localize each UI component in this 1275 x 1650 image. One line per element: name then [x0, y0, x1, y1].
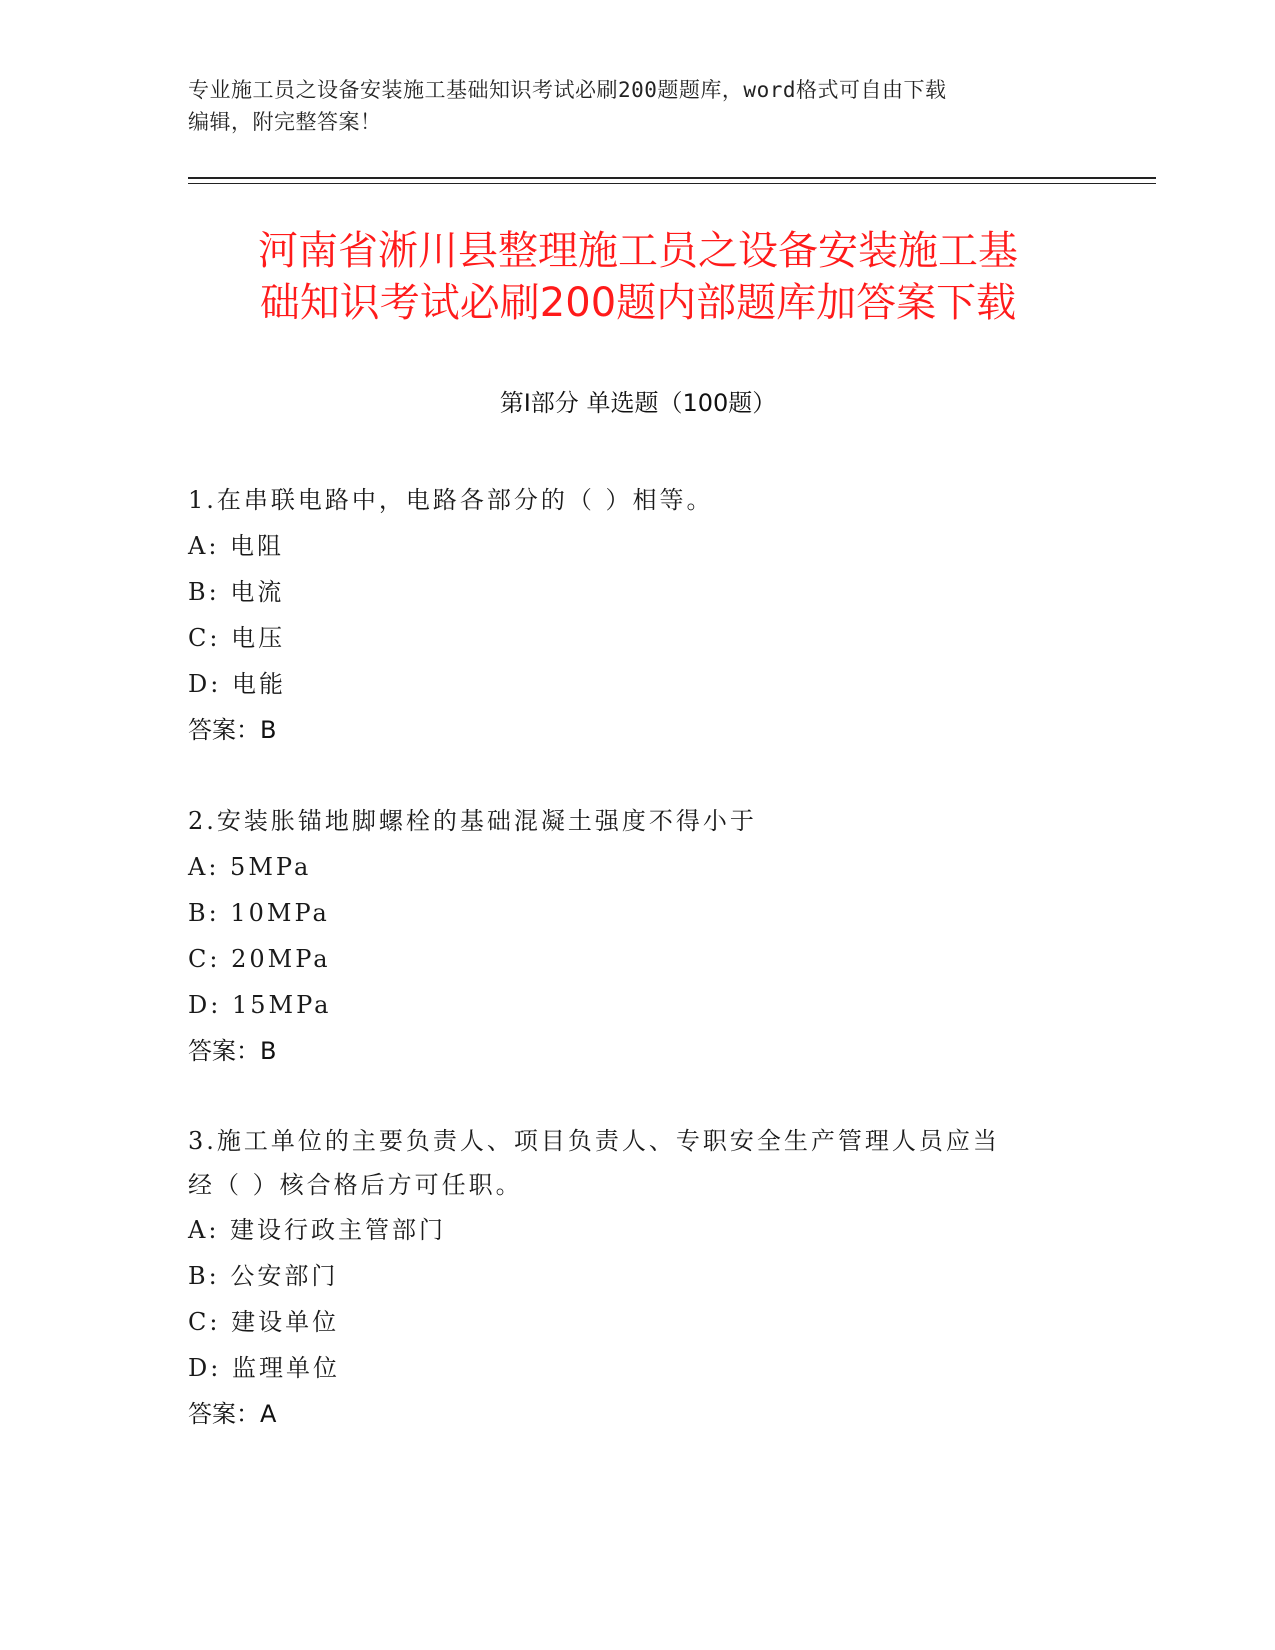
- header-note-line-2: 编辑，附完整答案！: [188, 110, 382, 134]
- question-3: [188, 1119, 1088, 1437]
- header-rule-thick: [188, 177, 1156, 179]
- question-stem-line-2: 经（ ）核合格后方可任职。: [188, 1171, 523, 1199]
- question-list: [188, 477, 1088, 1482]
- document-title-line-2: 础知识考试必刷200题内部题库加答案下载: [259, 280, 1017, 326]
- option-b: B: 电流: [188, 578, 285, 606]
- header-note-line-1: 专业施工员之设备安装施工基础知识考试必刷200题题库，word格式可自由下载: [188, 78, 947, 102]
- question-2: [188, 798, 1088, 1074]
- option-c: C: 建设单位: [188, 1308, 340, 1336]
- document-title: [188, 225, 1088, 329]
- option-d: D: 监理单位: [188, 1354, 340, 1382]
- option-a: A: 电阻: [188, 532, 285, 560]
- header-note: [188, 74, 1088, 138]
- option-d: D: 电能: [188, 670, 286, 698]
- answer-line: 答案：B: [188, 1037, 277, 1065]
- header-rule-thin: [188, 183, 1156, 184]
- option-b: B: 10MPa: [188, 899, 330, 927]
- question-1: [188, 477, 1088, 753]
- option-c: C: 电压: [188, 624, 286, 652]
- option-c: C: 20MPa: [188, 945, 331, 973]
- option-d: D: 15MPa: [188, 991, 332, 1019]
- answer-line: 答案：A: [188, 1400, 277, 1428]
- question-stem: 2.安装胀锚地脚螺栓的基础混凝土强度不得小于: [188, 807, 757, 835]
- option-a: A: 5MPa: [188, 853, 312, 881]
- document-title-line-1: 河南省淅川县整理施工员之设备安装施工基: [258, 228, 1018, 274]
- answer-line: 答案：B: [188, 716, 277, 744]
- option-b: B: 公安部门: [188, 1262, 339, 1290]
- question-stem: 1.在串联电路中，电路各部分的（ ）相等。: [188, 486, 714, 514]
- question-stem-line-1: 3.施工单位的主要负责人、项目负责人、专职安全生产管理人员应当: [188, 1127, 1000, 1155]
- section-heading: 第Ⅰ部分 单选题（100题）: [499, 389, 777, 417]
- option-a: A: 建设行政主管部门: [188, 1216, 447, 1244]
